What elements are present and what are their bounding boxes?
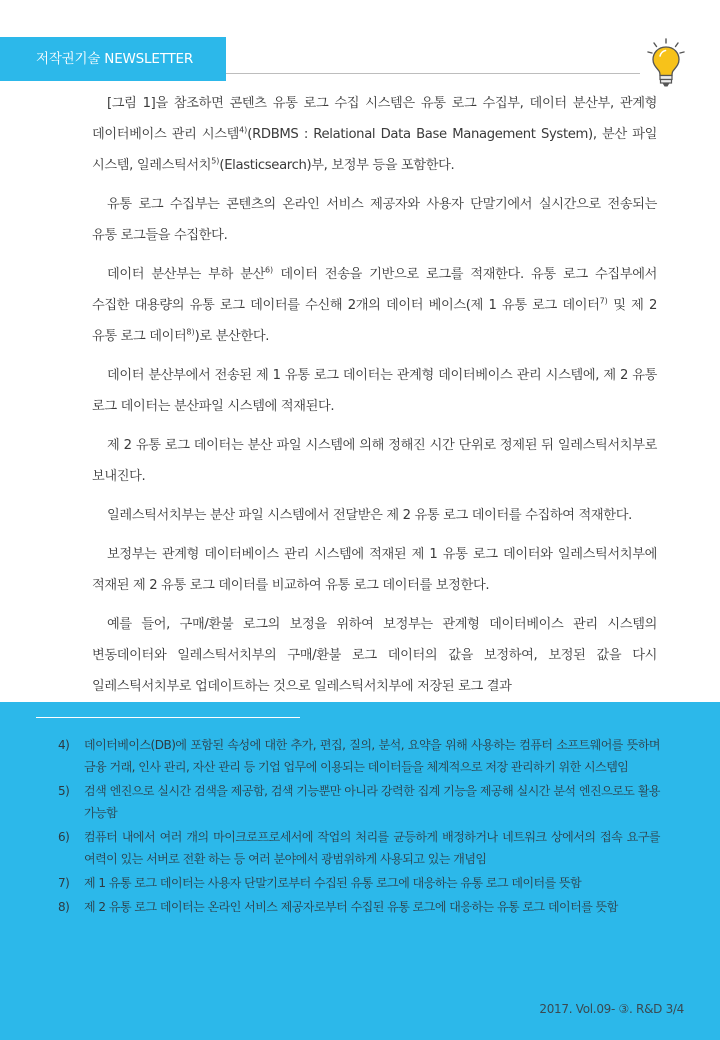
footnote-item <box>58 826 660 870</box>
paragraph-3: 데이터 분산부는 부하 분산$^{6)}$ 데이터 전송을 기반으로 로그를 적재한다. 유통 로그 수집부에서 수집한 대용량의 유통 로그 데이터를 수신해 2개의 데이터 베이스(제 1 유통 로그 데이터$^{7)}$ 및 제 2 유통 로그 데이터$^{8)}$)로 분산한다. <box>92 265 657 344</box>
footnote-text: 데이터베이스(DB)에 포함된 속성에 대한 추가, 편집, 질의, 분석, 요약을 위해 사용하는 컴퓨터 소프트웨어를 뜻하며 금융 거래, 인사 관리, 자산 관리 등 기업 업무에 이용되는 데이터들을 체계적으로 저장 관리하기 위한 시스템임 <box>84 738 660 774</box>
footnote-ref-6: 6) <box>264 265 274 275</box>
paragraph-4: 데이터 분산부에서 전송된 제 1 유통 로그 데이터는 관계형 데이터베이스 관리 시스템에, 제 2 유통 로그 데이터는 분산파일 시스템에 적재된다. <box>92 368 657 414</box>
paragraph-1: [그림 1]을 참조하면 콘텐츠 유통 로그 수집 시스템은 유통 로그 수집부, 데이터 분산부, 관계형 데이터베이스 관리 시스템$^{4)}$(RDBMS : Relational Data Base Management System), 분산 파일 시스템, 일레스틱서치$^{5)}$(Elasticsearch)부, 보정부 등을 포함한다. <box>92 96 657 173</box>
footnote-text: 제 2 유통 로그 데이터는 온라인 서비스 제공자로부터 수집된 유통 로그에 대응하는 유통 로그 데이터를 뜻함 <box>84 900 618 914</box>
footnote-item <box>58 872 660 894</box>
paragraph-6: 일레스틱서치부는 분산 파일 시스템에서 전달받은 제 2 유통 로그 데이터를 수집하여 적재한다. <box>107 508 632 523</box>
footnote-number: 6) <box>58 830 70 844</box>
lightbulb-icon <box>646 38 686 88</box>
footnote-number: 4) <box>58 738 70 752</box>
footnote-ref-7: 7) <box>599 296 608 306</box>
footnotes-section <box>0 702 720 1040</box>
footnote-item <box>58 896 660 918</box>
footnotes-list <box>58 734 660 920</box>
footnote-ref-4: 4) <box>239 125 248 135</box>
footnote-text: 검색 엔진으로 실시간 검색을 제공함, 검색 기능뿐만 아니라 강력한 집계 기능을 제공해 실시간 분석 엔진으로도 활용 가능함 <box>84 784 660 820</box>
footnote-ref-5: 5) <box>211 156 220 166</box>
paragraph-8: 예를 들어, 구매/환불 로그의 보정을 위하여 보정부는 관계형 데이터베이스 관리 시스템의 변동데이터와 일레스틱서치부의 구매/환불 로그 데이터의 값을 보정하여, 보정된 값을 다시 일레스틱서치부로 업데이트하는 것으로 일레스틱서치부에 저장된 로그 결과 <box>92 617 657 694</box>
footnote-ref-8: 8) <box>186 327 195 337</box>
newsletter-title: 저작권기술 NEWSLETTER <box>36 51 194 67</box>
paragraph-5: 제 2 유통 로그 데이터는 분산 파일 시스템에 의해 정해진 시간 단위로 정제된 뒤 일레스틱서치부로 보내진다. <box>92 438 657 484</box>
footnote-text: 컴퓨터 내에서 여러 개의 마이크로프로세서에 작업의 처리를 균등하게 배정하거나 네트워크 상에서의 접속 요구를 여력이 있는 서버로 전환 하는 등 여러 분야에서 광범위하게 사용되고 있는 개념임 <box>84 830 660 866</box>
paragraph-2: 유통 로그 수집부는 콘텐츠의 온라인 서비스 제공자와 사용자 단말기에서 실시간으로 전송되는 유통 로그들을 수집한다. <box>92 197 657 243</box>
footnote-number: 5) <box>58 784 70 798</box>
footnote-text: 제 1 유통 로그 데이터는 사용자 단말기로부터 수집된 유통 로그에 대응하는 유통 로그 데이터를 뜻함 <box>84 876 582 890</box>
footnote-item <box>58 780 660 824</box>
footnotes-divider <box>36 717 300 718</box>
footnote-item <box>58 734 660 778</box>
footnote-number: 7) <box>58 876 70 890</box>
header-divider <box>226 73 640 74</box>
footnote-number: 8) <box>58 900 70 914</box>
paragraph-7: 보정부는 관계형 데이터베이스 관리 시스템에 적재된 제 1 유통 로그 데이터와 일레스틱서치부에 적재된 제 2 유통 로그 데이터를 비교하여 유통 로그 데이터를 보정한다. <box>92 547 657 593</box>
page-info: 2017. Vol.09- ③. R&D 3/4 <box>539 1002 684 1016</box>
newsletter-title-tab <box>0 37 226 81</box>
article-body <box>92 88 657 710</box>
